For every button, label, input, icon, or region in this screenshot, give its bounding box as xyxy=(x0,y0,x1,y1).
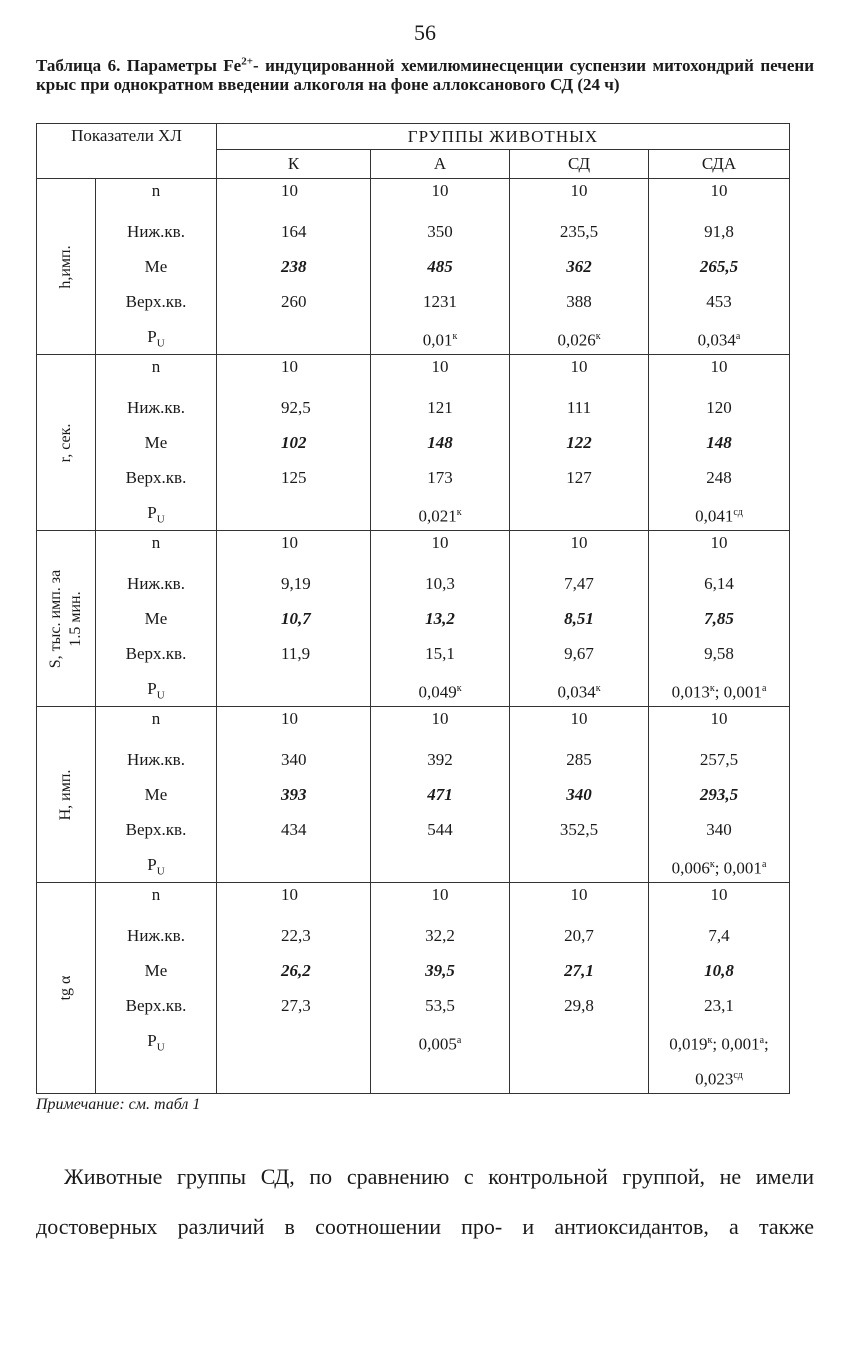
cell-group-a: 10 32,2 39,5 53,5 $0,005^а$ xyxy=(371,883,510,1094)
caption-prefix: Таблица 6. Параметры Fe xyxy=(36,56,242,75)
cell-group-a: 10 10,3 13,2 15,1 $0,049^к$ xyxy=(371,531,510,707)
section-h xyxy=(37,179,790,355)
caption-suffix: - индуцированной хемилюминесценции суспензии митохондрий печени крыс при однократном введении алкоголя на фоне аллоксанового СД (24 ч) xyxy=(36,56,814,94)
cell-group-sda: 10 6,14 7,85 9,58 $0,013^к$; $0,001^а$ xyxy=(649,531,790,707)
cell-group-sd: 10 20,7 27,1 29,8 xyxy=(510,883,649,1094)
cell-group-sda: 10 7,4 10,8 23,1 $0,019^к$; $0,001^а$; $0,023^{сд}$ xyxy=(649,883,790,1094)
row-labels: n Ниж.кв. Me Верх.кв. $P_U$ xyxy=(96,179,217,355)
row-labels: n Ниж.кв. Me Верх.кв. $P_U$ xyxy=(96,707,217,883)
cell-group-a: 10 392 471 544 xyxy=(371,707,510,883)
column-header-k: К xyxy=(217,150,371,179)
row-labels: n Ниж.кв. Me Верх.кв. $P_U$ xyxy=(96,883,217,1094)
column-header-sda: СДА xyxy=(649,150,790,179)
header-indicators: Показатели ХЛ xyxy=(37,124,217,179)
section-tg xyxy=(37,883,790,1094)
cell-group-k: 10 9,19 10,7 11,9 xyxy=(217,531,371,707)
cell-group-sda: 10 257,5 293,5 340 $0,006^к$; $0,001^а$ xyxy=(649,707,790,883)
cell-group-sda: 10 91,8 265,5 453 $0,034^а$ xyxy=(649,179,790,355)
section-label-tg: tg α xyxy=(37,883,96,1094)
cell-group-a: 10 350 485 1231 $0,01^к$ xyxy=(371,179,510,355)
cell-group-k: 10 22,3 26,2 27,3 xyxy=(217,883,371,1094)
cell-group-sd: 10 285 340 352,5 xyxy=(510,707,649,883)
table-note: Примечание: см. табл 1 xyxy=(36,1096,201,1113)
cell-group-a: 10 121 148 173 $0,021^к$ xyxy=(371,355,510,531)
section-s xyxy=(37,531,790,707)
caption-superscript: 2+ xyxy=(241,55,254,68)
data-table xyxy=(36,123,790,1094)
header-groups: ГРУППЫ ЖИВОТНЫХ xyxy=(217,124,790,150)
page-number: 56 xyxy=(414,20,436,45)
table-caption xyxy=(36,56,814,94)
section-r xyxy=(37,355,790,531)
column-header-a: А xyxy=(371,150,510,179)
cell-group-k: 10 92,5 102 125 xyxy=(217,355,371,531)
cell-group-k: 10 164 238 260 xyxy=(217,179,371,355)
cell-group-sda: 10 120 148 248 $0,041^{сд}$ xyxy=(649,355,790,531)
body-paragraph: Животные группы СД, по сравнению с контрольной группой, не имели достоверных различий в соотношении про- и антиоксидантов, а также xyxy=(36,1164,814,1239)
row-labels: n Ниж.кв. Me Верх.кв. $P_U$ xyxy=(96,531,217,707)
cell-group-sd: 10 111 122 127 xyxy=(510,355,649,531)
section-label-r: r, сек. xyxy=(37,355,96,531)
section-label-h: h,имп. xyxy=(37,179,96,355)
section-hh xyxy=(37,707,790,883)
column-header-sd: СД xyxy=(510,150,649,179)
cell-group-k: 10 340 393 434 xyxy=(217,707,371,883)
cell-group-sd: 10 7,47 8,51 9,67 $0,034^к$ xyxy=(510,531,649,707)
cell-group-sd: 10 235,5 362 388 $0,026^к$ xyxy=(510,179,649,355)
section-label-hh: H, имп. xyxy=(37,707,96,883)
section-label-s: S, тыс. имп. за 1.5 мин. xyxy=(37,531,96,707)
row-labels: n Ниж.кв. Me Верх.кв. $P_U$ xyxy=(96,355,217,531)
